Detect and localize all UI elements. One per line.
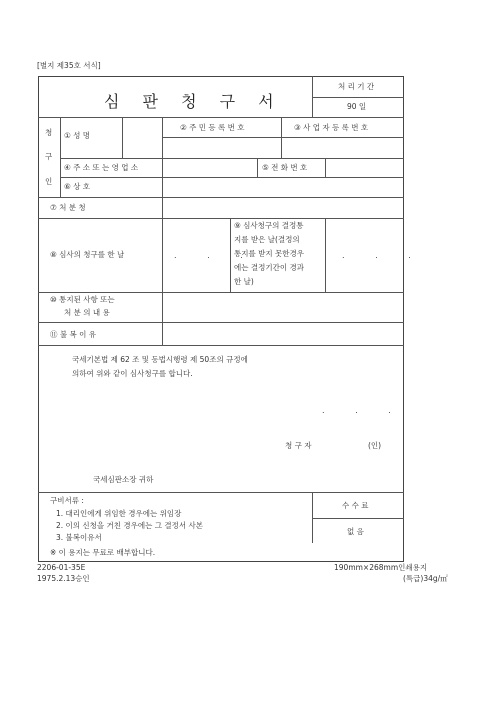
notified-label-line-1: ⑩ 통지된 사항 또는 (50, 295, 115, 304)
phone-label: ⑤ 전 화 번 호 (262, 163, 308, 172)
trade-name-label: ⑥ 상 호 (64, 182, 90, 191)
knew-date-label: ⑧ 심사의 청구를 한 날 (50, 250, 125, 259)
attachment-item-3: 3. 불복이유서 (56, 533, 102, 542)
rule-title-bottom (38, 117, 404, 118)
decision-label-line-2: 지를 받은 날(결정의 (234, 235, 300, 244)
decision-label-line-3: 통지를 받지 못한경우 (234, 249, 304, 258)
rule-value-col-name (162, 117, 163, 158)
form-frame (38, 76, 404, 562)
reason-label: ⑪ 불 복 이 유 (50, 330, 97, 339)
seal-mark: (인) (368, 441, 382, 450)
footer-paper-grade: (특급)34g/㎡ (403, 574, 448, 583)
notified-label-line-2: 처 분 의 내 용 (64, 308, 110, 317)
fee-label: 수 수 료 (342, 501, 369, 510)
applicant-section-label-2: 구 (45, 152, 53, 161)
rule-title-right (312, 76, 313, 117)
rule-fee-mid (312, 518, 404, 519)
rule-notified-bottom (38, 322, 404, 323)
address-label: ④ 주 소 또 는 영 업 소 (64, 163, 139, 172)
form-title: 심 판 청 구 서 (104, 92, 283, 111)
decision-label-line-4: 에는 결정기간이 경과 (234, 263, 304, 272)
rule-address-bottom (60, 177, 404, 178)
attachment-item-1: 1. 대리인에게 위임한 경우에는 위임장 (56, 509, 182, 518)
name-label: ① 성 명 (64, 131, 90, 140)
applicant-section-label-1: 청 (45, 128, 53, 137)
rule-value-col (162, 158, 163, 345)
name-field[interactable] (123, 118, 161, 157)
attachments-heading: 구비서류 : (50, 496, 84, 505)
brn-label: ③ 사 업 자 등 록 번 호 (294, 123, 369, 132)
rule-declaration-bottom (38, 492, 404, 493)
declaration-line-2: 의하여 위와 같이 심사청구를 합니다. (72, 369, 193, 378)
knew-date-value[interactable]: . . . (174, 251, 257, 260)
decision-date-value[interactable]: . . . (342, 251, 425, 260)
rrn-label: ② 주 민 등 록 번 호 (180, 123, 245, 132)
rule-phone-col (257, 158, 258, 177)
rule-applicant-col (60, 117, 61, 197)
office-label: ⑦ 처 분 청 (50, 203, 86, 212)
processing-period-label: 처 리 기 간 (338, 82, 375, 91)
footer-approval: 1975.2.13승인 (37, 574, 90, 583)
rule-name-mid (162, 137, 404, 138)
declaration-date[interactable]: . . . (322, 406, 405, 415)
free-distribution-note: ※ 이 용지는 무료로 배부합니다. (50, 548, 156, 557)
footer-paper-size: 190mm×268mm인쇄용지 (334, 563, 428, 572)
decision-label-line-1: ⑨ 심사청구의 결정통 (234, 221, 304, 230)
rule-reason-bottom (38, 345, 404, 346)
applicant-signature-label: 청 구 자 (285, 441, 312, 450)
processing-period-value: 90 일 (347, 102, 367, 111)
rule-name-bottom (60, 158, 404, 159)
decision-label-line-5: 한 날) (234, 277, 254, 286)
fee-value: 없 음 (347, 527, 364, 536)
attachment-item-2: 2. 이의 신청을 거친 경우에는 그 결정서 사본 (56, 521, 204, 530)
rule-office-bottom (38, 218, 404, 219)
footer-code: 2206-01-35E (37, 563, 86, 572)
rule-fee-col (312, 492, 313, 543)
applicant-section-label-3: 인 (45, 177, 53, 186)
rule-applicant-bottom (38, 197, 404, 198)
form-number-label: [별지 제35호 서식] (37, 61, 101, 70)
addressee: 국세심판소장 귀하 (93, 475, 154, 484)
rule-phone-value-col (325, 158, 326, 177)
rule-rrn-col (281, 117, 282, 158)
rule-decision-value-col (325, 218, 326, 292)
rule-period-mid (312, 97, 404, 98)
rule-dates-bottom (38, 292, 404, 293)
declaration-line-1: 국세기본법 제 62 조 및 동법시행령 제 50조의 규정에 (72, 355, 248, 364)
